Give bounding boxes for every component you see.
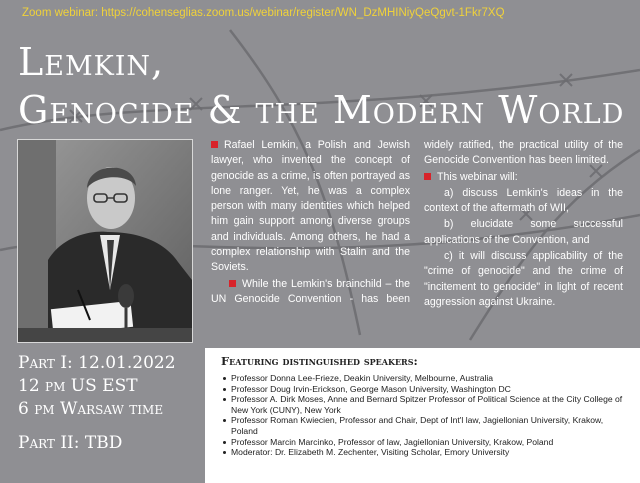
- portrait-illustration: [18, 140, 192, 342]
- speaker-item: Professor Doug Irvin-Erickson, George Mason University, Washington DC: [221, 384, 630, 395]
- title-line-1: Lemkin,: [18, 40, 165, 84]
- schedule: [18, 352, 176, 455]
- zoom-webinar-link[interactable]: Zoom webinar: https://cohenseglias.zoom.us/webinar/register/WN_DzMHINiyQeQgvt-1Fkr7XQ: [22, 7, 505, 19]
- speakers-panel: [205, 348, 640, 483]
- lemkin-photo: [17, 139, 193, 343]
- paragraph-2: While the Lemkin's brainchild – the UN Genocide Convention - has been widely ratified, the practical utility of the Genocide Convention has been limited.: [211, 139, 623, 305]
- time-warsaw: 6 pm Warsaw time: [18, 399, 164, 419]
- part-2-date: Part II: TBD: [18, 433, 123, 453]
- item-b: b) elucidate some successful applications of the Convention, and: [424, 218, 623, 246]
- description-text: [211, 138, 623, 338]
- red-bullet-icon: [424, 173, 431, 180]
- red-bullet-icon: [211, 141, 218, 148]
- paragraph-3: This webinar will:: [424, 170, 623, 185]
- part-1-date: Part I: 12.01.2022: [18, 353, 176, 373]
- speaker-item: Professor A. Dirk Moses, Anne and Bernard Spitzer Professor of Political Science at the City College of New York (CUNY), New York: [221, 394, 630, 415]
- speakers-heading: Featuring distinguished speakers:: [221, 354, 418, 368]
- red-bullet-icon: [229, 280, 236, 287]
- title-line-2: Genocide & the Modern World: [18, 88, 625, 132]
- item-c: c) it will discuss applicability of the "crime of genocide" and the crime of "incitement to genocide" in light of recent aggression against Ukraine.: [424, 250, 623, 308]
- speakers-list: [221, 373, 630, 458]
- page-title: [18, 38, 624, 134]
- speaker-item: Professor Roman Kwiecien, Professor and Chair, Dept of Int'l law, Jagiellonian University, Krakow, Poland: [221, 415, 630, 436]
- item-a: a) discuss Lemkin's ideas in the context of the aftermath of WII,: [424, 186, 623, 215]
- paragraph-1: Rafael Lemkin, a Polish and Jewish lawyer, who invented the concept of genocide as a crime, is often portrayed as lone ranger. Yet, he was a complex person with many identities which helped him gain support among diverse groups and individuals. Among others, he had a complex relationship with Stalin and the Soviets.: [211, 139, 410, 274]
- speaker-item: Moderator: Dr. Elizabeth M. Zechenter, Visiting Scholar, Emory University: [221, 447, 630, 458]
- speaker-item: Professor Marcin Marcinko, Professor of law, Jagiellonian University, Krakow, Poland: [221, 437, 630, 448]
- time-us: 12 pm US EST: [18, 376, 138, 396]
- speaker-item: Professor Donna Lee-Frieze, Deakin University, Melbourne, Australia: [221, 373, 630, 384]
